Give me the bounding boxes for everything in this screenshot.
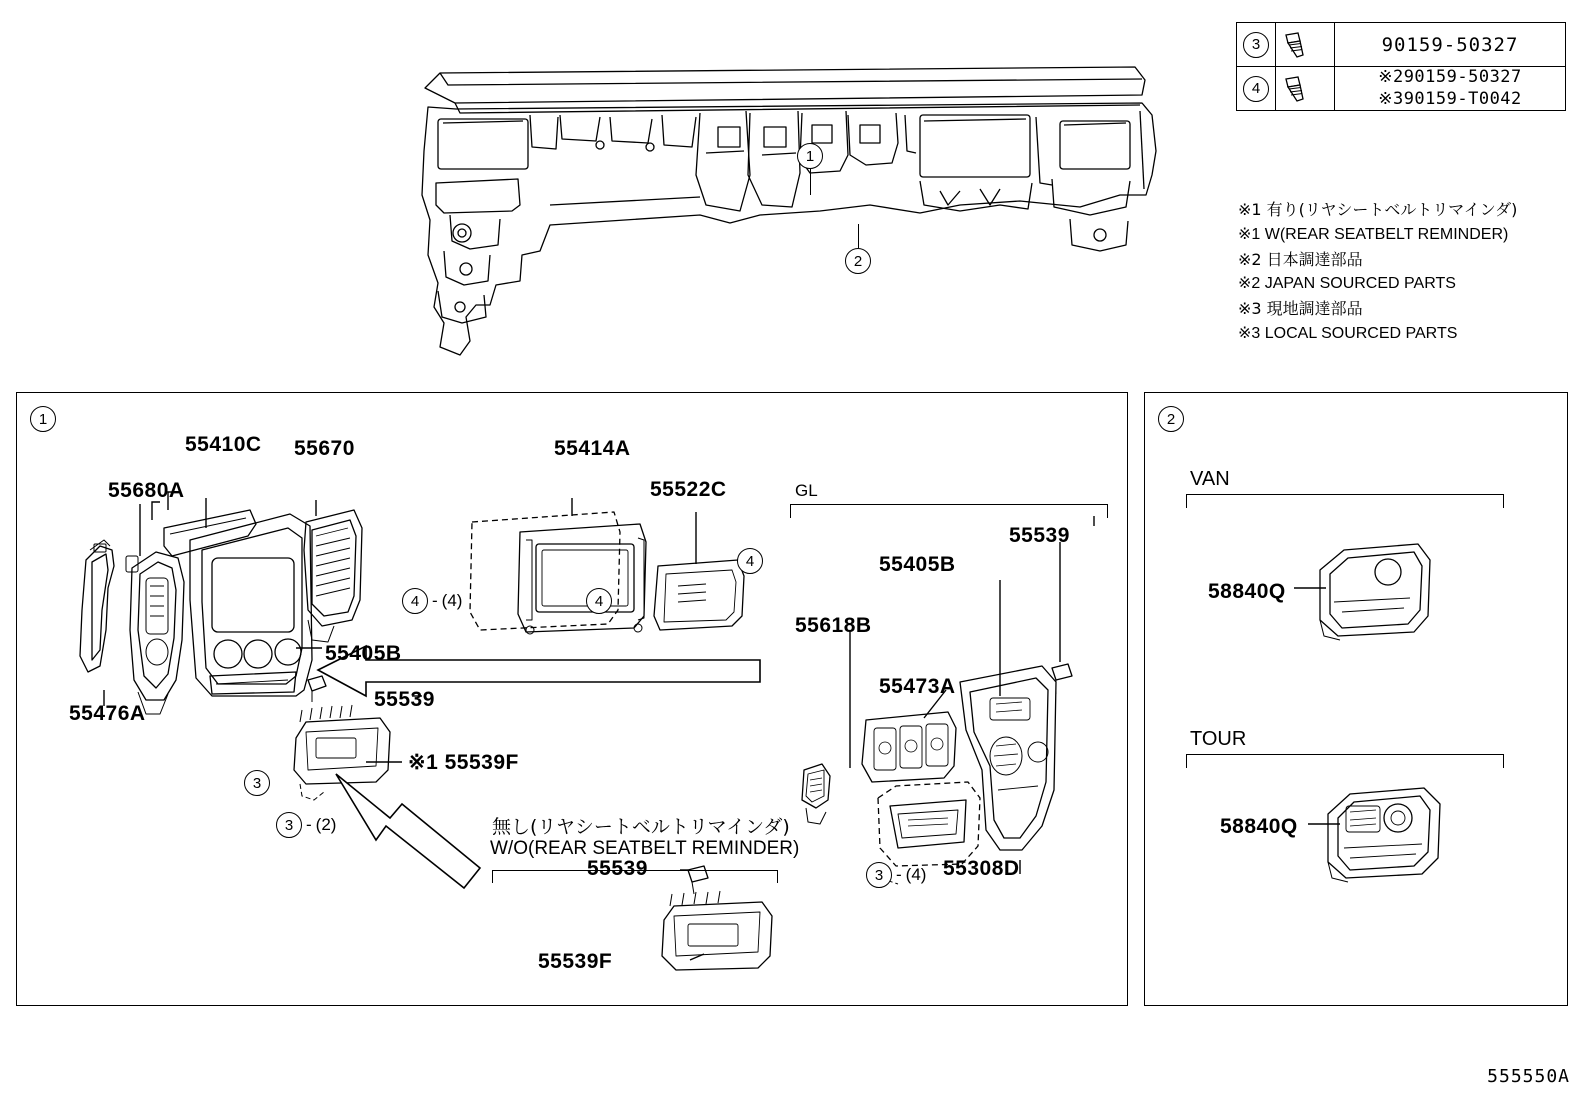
part-drawing-58840Q-van — [1290, 524, 1540, 664]
part-code: 90159-50327 — [1335, 23, 1566, 67]
bolt-qty-dash: - — [896, 865, 902, 884]
bolt-ref-3-qty-right: 3 - (4) — [866, 862, 926, 888]
ref-circle-4: 4 — [1243, 76, 1269, 102]
part-code-line: ※390159-T0042 — [1378, 88, 1522, 109]
bolt-ref-3-left: 3 — [244, 770, 270, 796]
label-55539-left: 55539 — [374, 688, 435, 711]
arrow-diagonal — [336, 774, 480, 888]
callout-2-leader — [858, 224, 859, 248]
bolt-qty-dash: - — [306, 815, 312, 834]
label-55618B: 55618B — [795, 614, 872, 637]
instrument-panel-overview — [400, 55, 1200, 365]
note-line: ※2 日本調達部品 — [1238, 249, 1363, 269]
table-row — [1237, 67, 1566, 111]
bolt-ref-4-qty-a: 4 - (4) — [402, 588, 462, 614]
label-55473A: 55473A — [879, 675, 956, 698]
label-55414A: 55414A — [554, 437, 631, 460]
label-group-gl: GL — [795, 481, 818, 500]
label-55405B-right: 55405B — [879, 553, 956, 576]
bolt-ref-4-b: 4 — [586, 588, 612, 614]
part-drawing-58840Q-tour — [1300, 762, 1550, 902]
label-55308D: 55308D — [943, 857, 1020, 880]
note-line: ※3 LOCAL SOURCED PARTS — [1238, 324, 1458, 342]
bolt-ref-3-qty-left: 3 - (2) — [276, 812, 336, 838]
bolt-icon — [1276, 23, 1335, 67]
legend-notes — [1238, 198, 1517, 347]
label-55539-bottom: 55539 — [587, 857, 648, 880]
part-code-group — [1335, 67, 1566, 111]
note-line: ※2 JAPAN SOURCED PARTS — [1238, 275, 1456, 293]
callout-1-leader — [810, 169, 811, 195]
label-55539F-note: ※1 55539F — [408, 751, 519, 774]
label-55522C: 55522C — [650, 478, 727, 501]
parts-code-table — [1236, 22, 1566, 111]
ref-circle-3: 3 — [1243, 32, 1269, 58]
table-row — [1237, 23, 1566, 67]
drawing-id: 555550A — [1487, 1066, 1570, 1087]
overview-callout-2: 2 — [845, 248, 871, 274]
label-wo-jp: 無し(リヤシートベルトリマインダ) — [492, 816, 790, 838]
bolt-ref-4-c: 4 — [737, 548, 763, 574]
label-55539F-bottom: 55539F — [538, 950, 613, 973]
group-label-tour: TOUR — [1190, 728, 1247, 750]
label-55680A: 55680A — [108, 479, 185, 502]
note-line: ※3 現地調達部品 — [1238, 299, 1363, 319]
table-cell-ref — [1237, 67, 1276, 111]
bolt-icon — [1276, 67, 1335, 111]
wo-group-bracket — [492, 870, 778, 883]
label-55476A: 55476A — [69, 702, 146, 725]
label-wo-en: W/O(REAR SEATBELT REMINDER) — [490, 838, 800, 859]
panel-1-ref: 1 — [30, 406, 56, 432]
label-55539-right: 55539 — [1009, 524, 1070, 547]
label-55670: 55670 — [294, 437, 355, 460]
label-58840Q-van: 58840Q — [1208, 580, 1286, 603]
panel-1-drawing — [60, 470, 1110, 990]
label-55405B-left: 55405B — [325, 642, 402, 665]
group-label-van: VAN — [1190, 468, 1230, 490]
gl-group-bracket — [790, 504, 1108, 518]
note-line: ※1 W(REAR SEATBELT REMINDER) — [1238, 225, 1509, 243]
label-55410C: 55410C — [185, 433, 262, 456]
note-line: ※1 有り(リヤシートベルトリマインダ) — [1238, 200, 1518, 219]
part-code-line: ※290159-50327 — [1378, 67, 1522, 88]
label-58840Q-tour: 58840Q — [1220, 815, 1298, 838]
bolt-qty-dash: - — [432, 591, 438, 610]
table-cell-ref — [1237, 23, 1276, 67]
van-group-bracket — [1186, 494, 1504, 508]
overview-callout-1: 1 — [797, 143, 823, 169]
panel-2-ref: 2 — [1158, 406, 1184, 432]
